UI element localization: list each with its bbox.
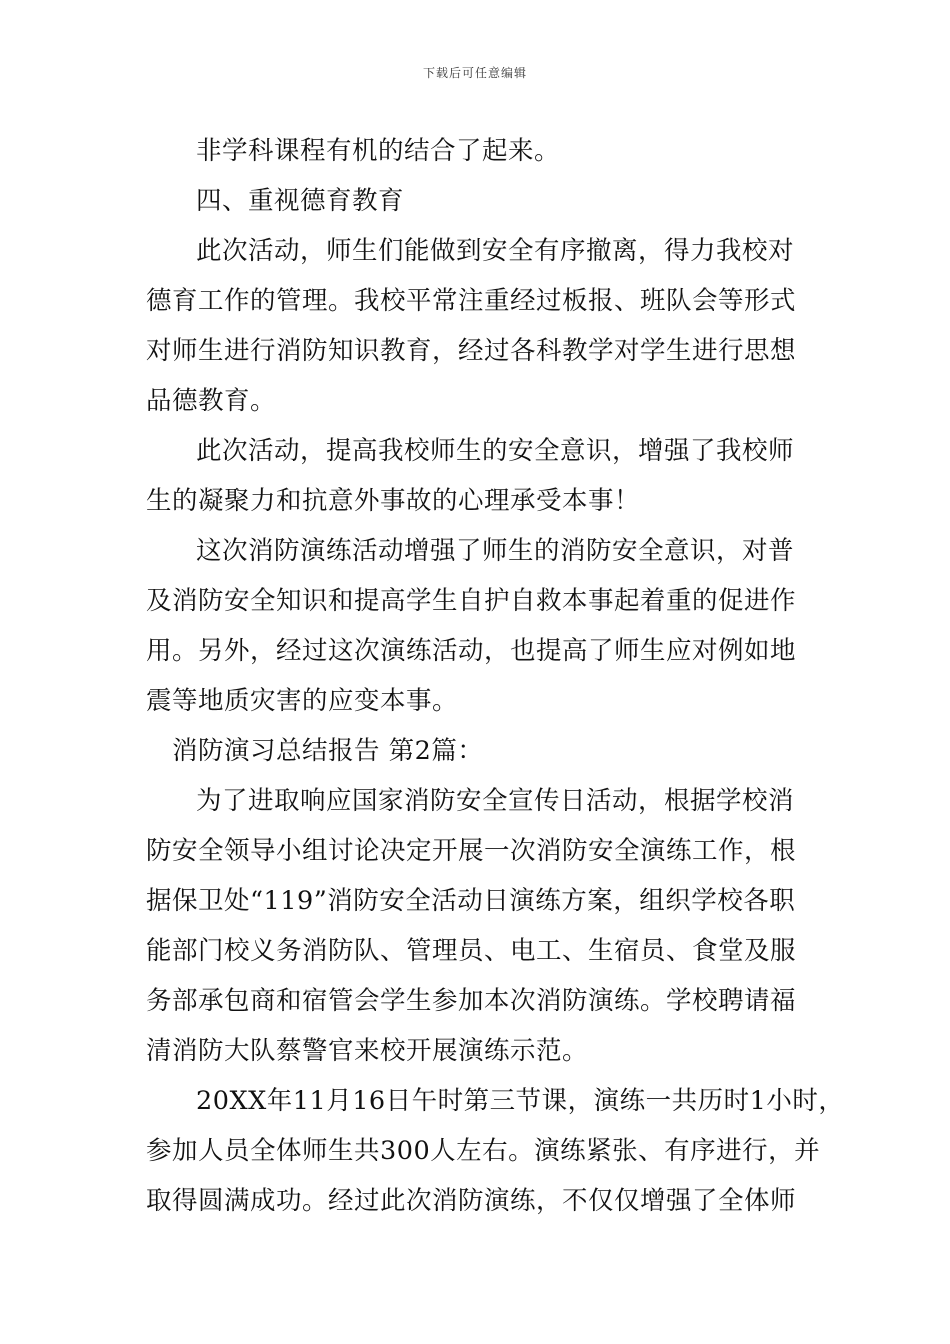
document-body <box>146 126 845 1226</box>
text-line: 清消防大队蔡警官来校开展演练示范。 <box>146 1036 589 1066</box>
text-line: 德育工作的管理。我校平常注重经过板报、班队会等形式 <box>146 286 797 316</box>
text-line: 能部门校义务消防队、管理员、电工、生宿员、食堂及服 <box>146 936 797 966</box>
text-line: 防安全领导小组讨论决定开展一次消防安全演练工作，根 <box>146 836 797 866</box>
text-line: 此次活动，提高我校师生的安全意识，增强了我校师 <box>196 436 795 466</box>
text-line: 震等地质灾害的应变本事。 <box>146 686 459 716</box>
page-header: 下载后可任意编辑 <box>422 66 527 80</box>
section-heading: 四、重视德育教育 <box>196 186 405 216</box>
text-line: 取得圆满成功。经过此次消防演练，不仅仅增强了全体师 <box>146 1186 797 1216</box>
text-line: 生的凝聚力和抗意外事故的心理承受本事！ <box>146 486 641 516</box>
section-title: 消防演习总结报告 第2篇： <box>172 736 484 766</box>
text-line: 参加人员全体师生共300人左右。演练紧张、有序进行，并 <box>146 1136 821 1166</box>
text-line: 据保卫处“119”消防安全活动日演练方案，组织学校各职 <box>146 886 796 916</box>
text-line: 务部承包商和宿管会学生参加本次消防演练。学校聘请福 <box>146 986 797 1016</box>
text-line: 非学科课程有机的结合了起来。 <box>196 136 561 166</box>
text-line: 为了进取响应国家消防安全宣传日活动，根据学校消 <box>196 786 795 816</box>
text-line: 用。另外，经过这次演练活动，也提高了师生应对例如地 <box>146 636 797 666</box>
text-line: 及消防安全知识和提高学生自护自救本事起着重的促进作 <box>146 586 797 616</box>
text-line: 对师生进行消防知识教育，经过各科教学对学生进行思想 <box>146 336 797 366</box>
text-line: 此次活动，师生们能做到安全有序撤离，得力我校对 <box>196 236 795 266</box>
text-line: 这次消防演练活动增强了师生的消防安全意识，对普 <box>196 536 795 566</box>
text-line: 20XX年11月16日午时第三节课，演练一共历时1小时， <box>196 1086 845 1116</box>
text-line: 品德教育。 <box>146 386 277 416</box>
